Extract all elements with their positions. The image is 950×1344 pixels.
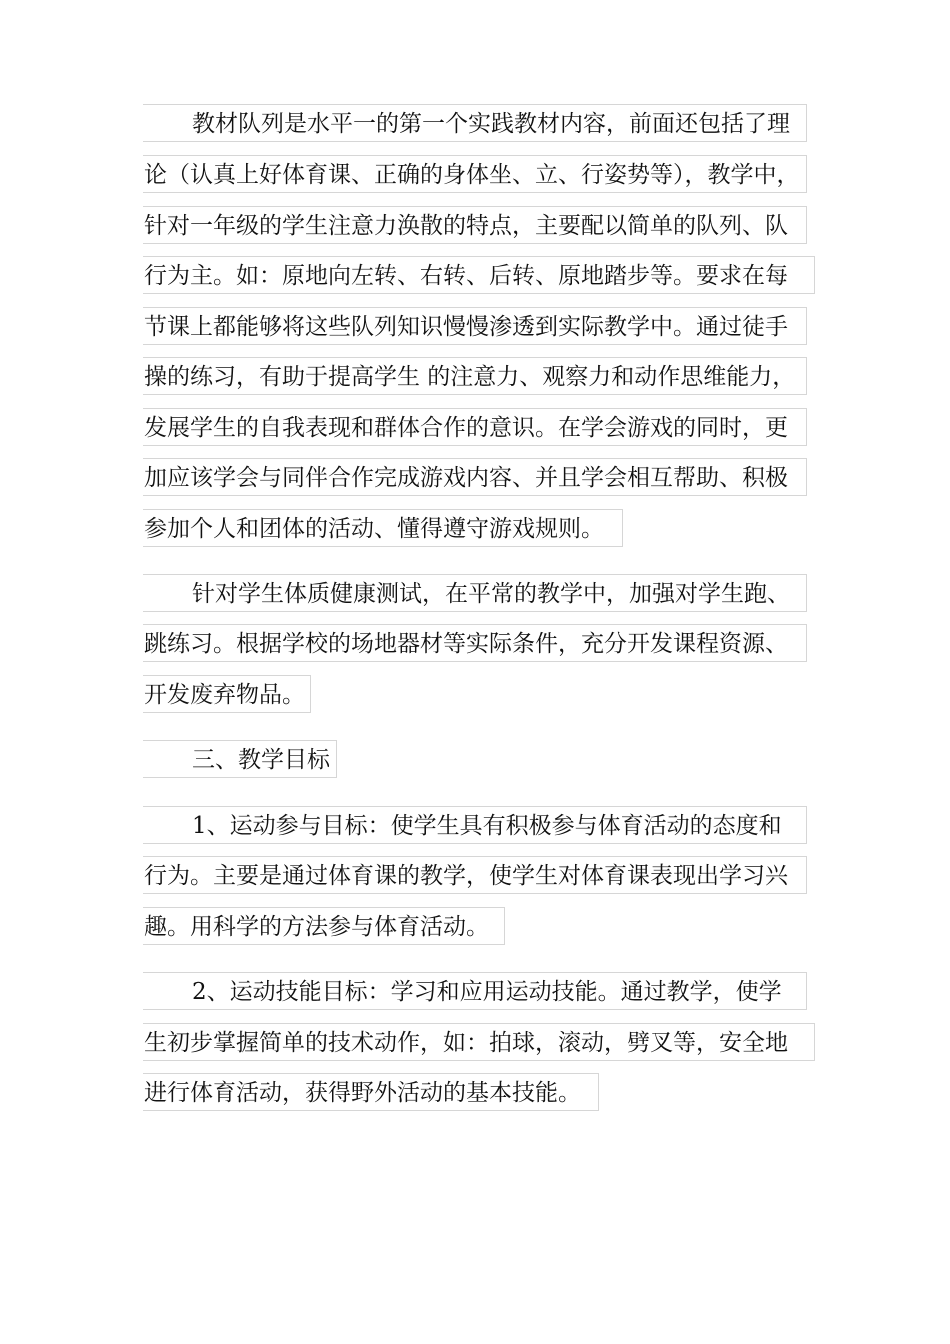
paragraph-4-line-1: 2、运动技能目标：学习和应用运动技能。通过教学，使学: [143, 972, 807, 1010]
paragraph-1-line-6: 操的练习，有助于提高学生 的注意力、观察力和动作思维能力，: [143, 357, 807, 395]
paragraph-1-line-4: 行为主。如：原地向左转、右转、后转、原地踏步等。要求在每: [143, 256, 815, 294]
paragraph-1-line-8: 加应该学会与同伴合作完成游戏内容、并且学会相互帮助、积极: [143, 458, 807, 496]
paragraph-3-line-2: 行为。主要是通过体育课的教学，使学生对体育课表现出学习兴: [143, 856, 807, 894]
paragraph-1-line-7: 发展学生的自我表现和群体合作的意识。在学会游戏的同时，更: [143, 408, 807, 446]
paragraph-2-line-2: 跳练习。根据学校的场地器材等实际条件，充分开发课程资源、: [143, 624, 807, 662]
paragraph-1-line-1: 教材队列是水平一的第一个实践教材内容，前面还包括了理: [143, 104, 807, 142]
paragraph-3-line-3: 趣。用科学的方法参与体育活动。: [143, 907, 505, 945]
paragraph-2-line-1: 针对学生体质健康测试，在平常的教学中，加强对学生跑、: [143, 574, 807, 612]
paragraph-2-line-3: 开发废弃物品。: [143, 675, 311, 713]
section-heading: 三、教学目标: [143, 740, 337, 778]
paragraph-1-line-5: 节课上都能够将这些队列知识慢慢渗透到实际教学中。通过徒手: [143, 307, 807, 345]
paragraph-4-line-3: 进行体育活动，获得野外活动的基本技能。: [143, 1073, 599, 1111]
paragraph-1-line-2: 论（认真上好体育课、正确的身体坐、立、行姿势等），教学中，: [143, 155, 807, 193]
paragraph-3-line-1: 1、运动参与目标：使学生具有积极参与体育活动的态度和: [143, 806, 807, 844]
paragraph-1-line-9: 参加个人和团体的活动、懂得遵守游戏规则。: [143, 509, 623, 547]
paragraph-1-line-3: 针对一年级的学生注意力涣散的特点，主要配以简单的队列、队: [143, 206, 807, 244]
paragraph-4-line-2: 生初步掌握简单的技术动作，如：拍球，滚动，劈叉等，安全地: [143, 1023, 815, 1061]
